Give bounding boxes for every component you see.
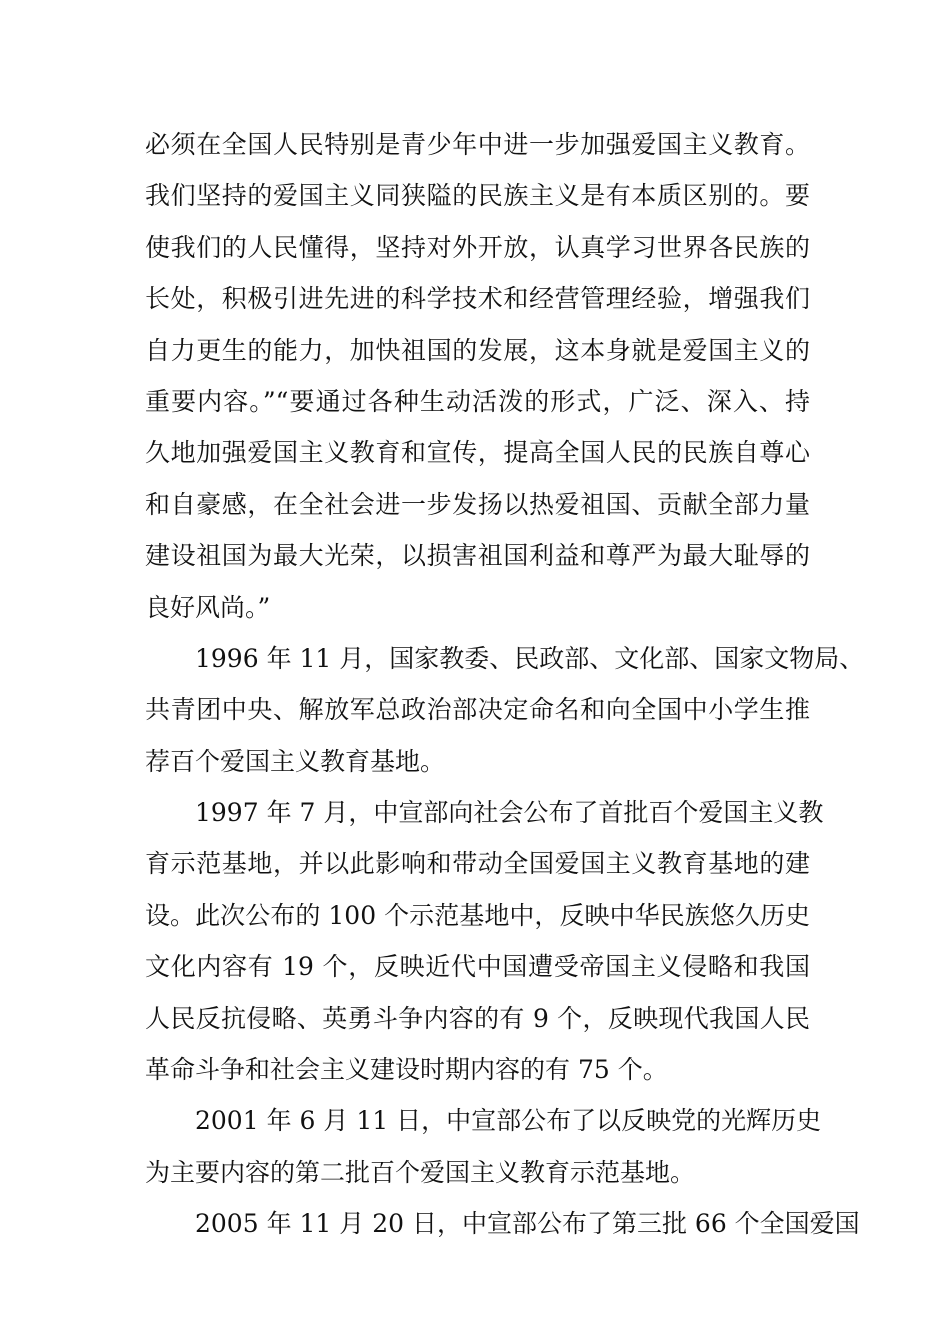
body-text bbox=[145, 119, 865, 1250]
text-line: 为主要内容的第二批百个爱国主义教育示范基地。 bbox=[145, 1157, 696, 1187]
text-line: 良好风尚。” bbox=[145, 592, 271, 622]
text-line: 久地加强爱国主义教育和宣传，提高全国人民的民族自尊心 bbox=[145, 438, 810, 468]
text-line: 自力更生的能力，加快祖国的发展，这本身就是爱国主义的 bbox=[145, 335, 810, 365]
text-line: 我们坚持的爱国主义同狭隘的民族主义是有本质区别的。要 bbox=[145, 181, 810, 211]
text-line: 设。此次公布的 100 个示范基地中，反映中华民族悠久历史 bbox=[145, 900, 810, 930]
text-line: 必须在全国人民特别是青少年中进一步加强爱国主义教育。 bbox=[145, 130, 810, 159]
text-line: 2001 年 6 月 11 日，中宣部公布了以反映党的光辉历史 bbox=[195, 1106, 822, 1136]
text-line: 1996 年 11 月，国家教委、民政部、文化部、国家文物局、 bbox=[195, 643, 865, 673]
text-line: 长处，积极引进先进的科学技术和经营管理经验，增强我们 bbox=[145, 284, 810, 314]
text-line: 育示范基地，并以此影响和带动全国爱国主义教育基地的建 bbox=[145, 849, 810, 879]
text-line: 革命斗争和社会主义建设时期内容的有 75 个。 bbox=[145, 1055, 668, 1085]
text-line: 2005 年 11 月 20 日，中宣部公布了第三批 66 个全国爱国 bbox=[195, 1209, 860, 1239]
text-line: 重要内容。”“要通过各种生动活泼的形式，广泛、深入、持 bbox=[145, 386, 810, 416]
text-line: 和自豪感，在全社会进一步发扬以热爱祖国、贡献全部力量 bbox=[145, 489, 810, 519]
text-line: 荐百个爱国主义教育基地。 bbox=[145, 746, 446, 776]
text-line: 建设祖国为最大光荣，以损害祖国利益和尊严为最大耻辱的 bbox=[145, 541, 810, 571]
text-line: 人民反抗侵略、英勇斗争内容的有 9 个，反映现代我国人民 bbox=[145, 1003, 810, 1033]
text-line: 使我们的人民懂得，坚持对外开放，认真学习世界各民族的 bbox=[145, 232, 810, 262]
text-line: 共青团中央、解放军总政治部决定命名和向全国中小学生推 bbox=[145, 695, 810, 725]
text-line: 文化内容有 19 个，反映近代中国遭受帝国主义侵略和我国 bbox=[145, 952, 810, 982]
text-line: 1997 年 7 月，中宣部向社会公布了首批百个爱国主义教 bbox=[195, 798, 824, 828]
